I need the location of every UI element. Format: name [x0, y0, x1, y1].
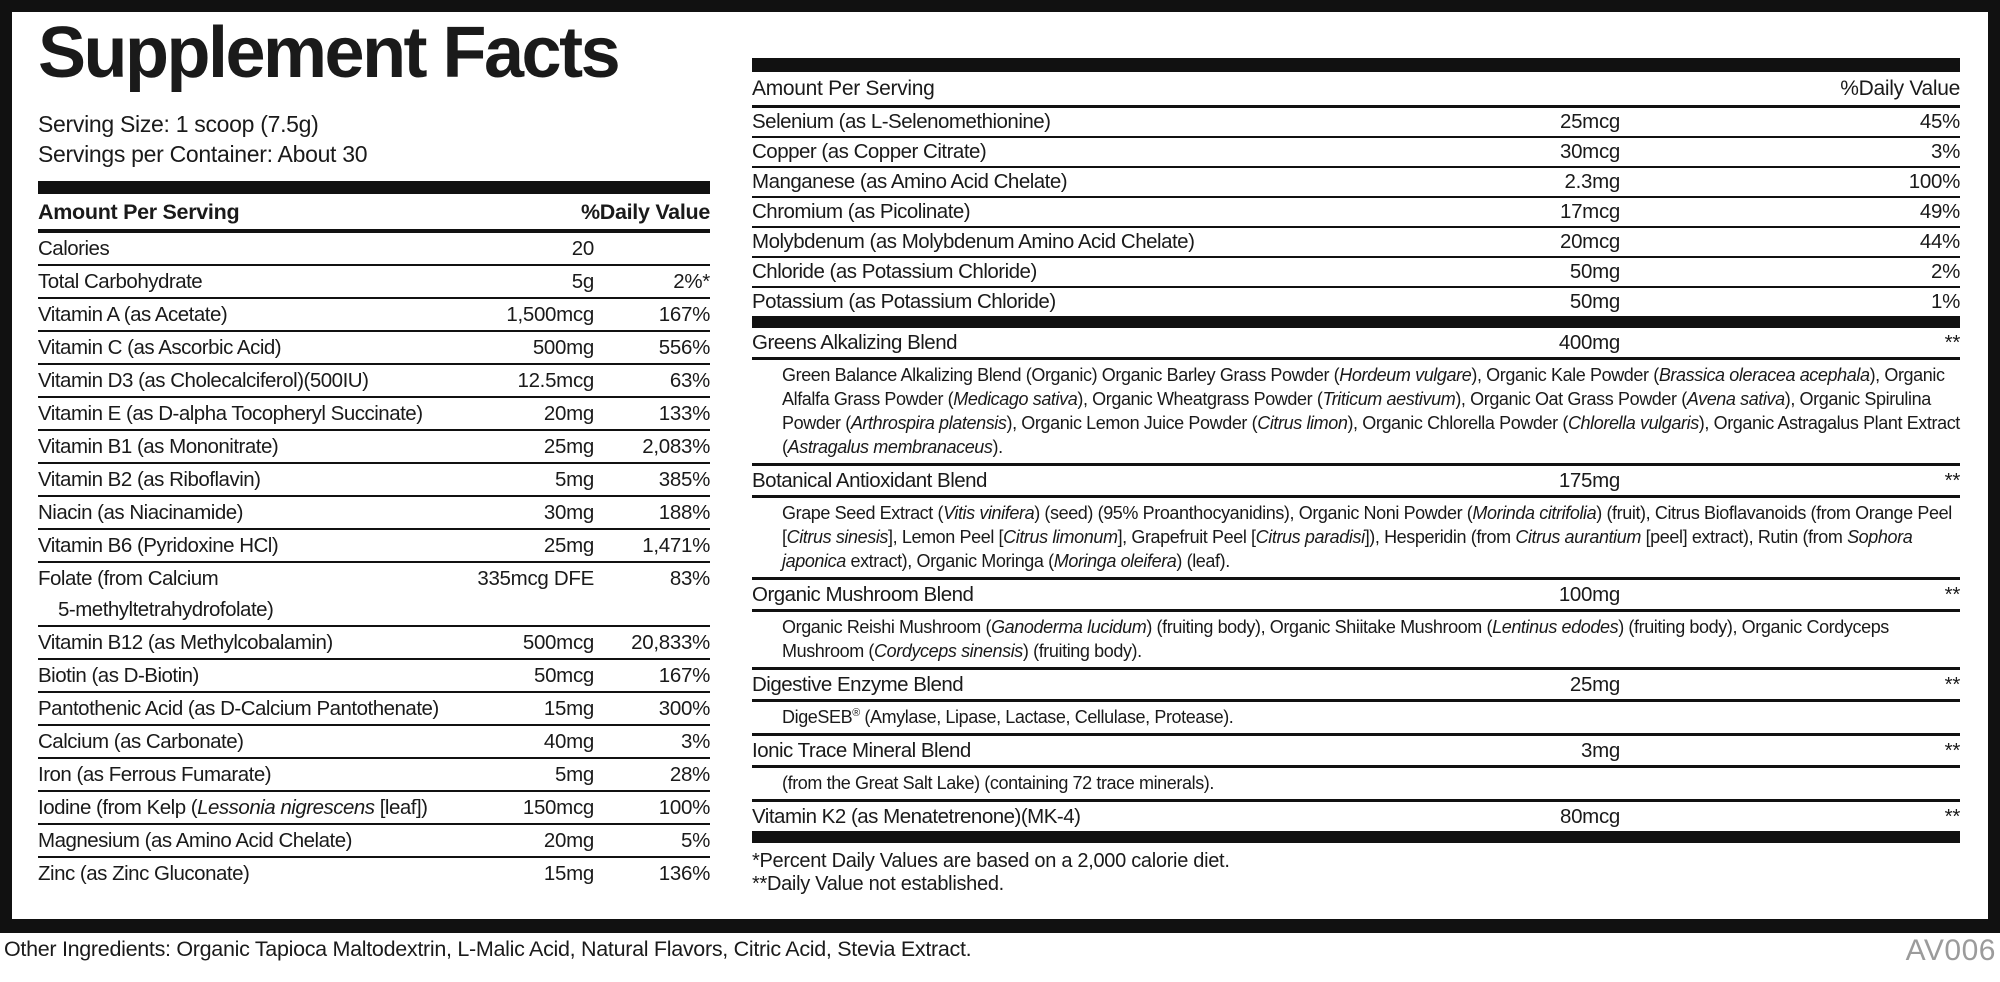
ingredient-row: [38, 759, 710, 792]
blend-amount: 100mg: [1558, 583, 1620, 606]
divider-bar-blends: [752, 316, 1960, 328]
serving-size: Serving Size: 1 scoop (7.5g): [38, 110, 319, 137]
ingredient-row: [752, 198, 1960, 228]
ingredient-name: Vitamin E (as D-alpha Tocopheryl Succinate): [38, 401, 423, 425]
ingredient-name: Vitamin D3 (as Cholecalciferol)(500IU): [38, 368, 369, 392]
ingredient-dv: 3%: [680, 729, 710, 753]
ingredient-amount: 500mg: [532, 335, 594, 359]
servings-per-container: Servings per Container: About 30: [38, 140, 368, 167]
blend-amount: 400mg: [1558, 331, 1620, 354]
panel-title: Supplement Facts: [38, 13, 619, 93]
blend-sections: [752, 328, 1960, 831]
ingredient-name: Vitamin B1 (as Mononitrate): [38, 434, 279, 458]
ingredient-name: Copper (as Copper Citrate): [752, 140, 987, 163]
blend-name: Vitamin K2 (as Menatetrenone)(MK-4): [752, 805, 1081, 828]
ingredient-name: Vitamin B2 (as Riboflavin): [38, 467, 261, 491]
ingredient-row: [38, 365, 710, 398]
ingredient-row: [38, 660, 710, 693]
blend-amount: 80mcg: [1559, 805, 1620, 828]
ingredient-name: Vitamin B6 (Pyridoxine HCl): [38, 533, 279, 557]
ingredient-amount: 150mcg: [522, 795, 594, 819]
divider-bar-footnotes: [752, 831, 1960, 843]
blend-header: [752, 736, 1960, 768]
ingredient-amount: 25mg: [543, 533, 594, 557]
blend-dv: **: [1944, 805, 1960, 828]
ingredient-amount: 25mcg: [1559, 110, 1620, 133]
ingredient-amount: 30mcg: [1559, 140, 1620, 163]
blend-amount: 175mg: [1558, 469, 1620, 492]
table-header-left: [38, 194, 710, 233]
ingredient-dv: 300%: [658, 696, 710, 720]
ingredient-row: [38, 693, 710, 726]
ingredient-row: [752, 108, 1960, 138]
ingredient-name: Vitamin B12 (as Methylcobalamin): [38, 630, 333, 654]
blend-section: [752, 670, 1960, 736]
ingredient-name: Niacin (as Niacinamide): [38, 500, 243, 524]
ingredient-amount: 335mcg DFE: [477, 566, 594, 590]
ingredient-dv: 83%: [669, 566, 710, 590]
ingredient-row: [752, 258, 1960, 288]
ingredient-row: [38, 726, 710, 759]
ingredient-name: Molybdenum (as Molybdenum Amino Acid Chelate): [752, 230, 1195, 253]
ingredient-amount: 5mg: [555, 467, 594, 491]
ingredient-amount: 2.3mg: [1564, 170, 1620, 193]
blend-name: Botanical Antioxidant Blend: [752, 469, 987, 492]
ingredient-row: [752, 138, 1960, 168]
ingredient-row: [38, 299, 710, 332]
ingredient-row: [38, 627, 710, 660]
ingredient-name: Selenium (as L-Selenomethionine): [752, 110, 1051, 133]
ingredient-name: Total Carbohydrate: [38, 269, 203, 293]
amount-per-serving-header: Amount Per Serving: [38, 199, 240, 224]
blend-description: (from the Great Salt Lake) (containing 72 trace minerals).: [752, 768, 1960, 802]
ingredient-dv: 49%: [1919, 200, 1960, 223]
ingredient-dv: 2%: [1930, 260, 1960, 283]
other-ingredients: Other Ingredients: Organic Tapioca Maltodextrin, L-Malic Acid, Natural Flavors, Citric Acid, Stevia Extract.: [4, 937, 972, 961]
blend-description: Green Balance Alkalizing Blend (Organic) Organic Barley Grass Powder (Hordeum vulgare), Organic Kale Powder (Brassica oleracea acephala), Organic Alfalfa Grass Powder (Medicago sativa), Organic Wheatgrass Powder (Triticum aestivum), Organic Oat Grass Powder (Avena sativa), Organic Spirulina Powder (Arthrospira platensis), Organic Lemon Juice Powder (Citrus limon), Organic Chlorella Powder (Chlorella vulgaris), Organic Astragalus Plant Extract (Astragalus membranaceus).: [752, 360, 1960, 466]
ingredient-amount: 25mg: [543, 434, 594, 458]
blend-header: [752, 670, 1960, 702]
ingredient-row: [38, 431, 710, 464]
ingredient-dv: 63%: [669, 368, 710, 392]
ingredient-row: [38, 530, 710, 563]
ingredient-dv: 20,833%: [631, 630, 710, 654]
ingredient-dv: 2,083%: [642, 434, 710, 458]
ingredient-name: Pantothenic Acid (as D-Calcium Pantothenate): [38, 696, 439, 720]
ingredient-amount: 20mcg: [1559, 230, 1620, 253]
ingredient-row: [38, 825, 710, 858]
ingredient-amount: 50mg: [1569, 290, 1620, 313]
blend-name: Ionic Trace Mineral Blend: [752, 739, 971, 762]
blend-name: Digestive Enzyme Blend: [752, 673, 964, 696]
ingredient-dv: 188%: [658, 500, 710, 524]
ingredient-row: [38, 266, 710, 299]
blend-dv: **: [1944, 739, 1960, 762]
divider-bar-top-right: [752, 58, 1960, 72]
ingredient-name: Calories: [38, 236, 110, 260]
ingredient-dv: 136%: [658, 861, 710, 885]
ingredient-dv: 133%: [658, 401, 710, 425]
daily-value-header: %Daily Value: [580, 199, 710, 224]
ingredient-dv: 1,471%: [642, 533, 710, 557]
footer-strip: [4, 936, 1996, 966]
amount-per-serving-header: Amount Per Serving: [752, 77, 935, 100]
ingredient-dv: 385%: [658, 467, 710, 491]
ingredient-row: [38, 464, 710, 497]
footnote-dv-not-established: **Daily Value not established.: [752, 873, 1004, 895]
ingredient-dv: [594, 233, 710, 264]
ingredient-amount: 50mcg: [533, 663, 594, 687]
blend-amount: 25mg: [1569, 673, 1620, 696]
ingredient-amount: 17mcg: [1559, 200, 1620, 223]
blend-section: [752, 736, 1960, 802]
blend-dv: **: [1944, 673, 1960, 696]
ingredient-name: Chloride (as Potassium Chloride): [752, 260, 1037, 283]
ingredient-name: Biotin (as D-Biotin): [38, 663, 199, 687]
ingredient-name: Manganese (as Amino Acid Chelate): [752, 170, 1068, 193]
blend-amount: 3mg: [1581, 739, 1620, 762]
ingredient-name: Calcium (as Carbonate): [38, 729, 244, 753]
ingredient-dv: 100%: [658, 795, 710, 819]
ingredient-amount: 40mg: [543, 729, 594, 753]
ingredient-row: [752, 228, 1960, 258]
ingredient-name: Iron (as Ferrous Fumarate): [38, 762, 272, 786]
ingredient-name: Chromium (as Picolinate): [752, 200, 971, 223]
ingredient-row: [38, 233, 710, 266]
ingredient-dv: 5%: [680, 828, 710, 852]
serving-info: [38, 109, 710, 169]
blend-header: [752, 466, 1960, 498]
ingredient-row: [38, 332, 710, 365]
daily-value-header: %Daily Value: [1840, 77, 1960, 100]
ingredient-name: Vitamin C (as Ascorbic Acid): [38, 335, 282, 359]
ingredient-amount: 20: [571, 236, 594, 260]
ingredient-dv: 45%: [1919, 110, 1960, 133]
ingredient-row: [752, 168, 1960, 198]
ingredient-row: [38, 858, 710, 889]
ingredient-name: Folate (from Calcium 5-methyltetrahydrofolate): [38, 566, 274, 621]
right-column: [752, 58, 1960, 896]
blend-description: Grape Seed Extract (Vitis vinifera) (seed) (95% Proanthocyanidins), Organic Noni Powder (Morinda citrifolia) (fruit), Citrus Bioflavanoids (from Orange Peel [Citrus sinesis], Lemon Peel [Citrus limonum], Grapefruit Peel [Citrus paradisi]), Hesperidin (from Citrus aurantium [peel] extract), Rutin (from Sophora japonica extract), Organic Moringa (Moringa oleifera) (leaf).: [752, 498, 1960, 580]
blend-section: [752, 580, 1960, 670]
blend-description: DigeSEB® (Amylase, Lipase, Lactase, Cellulase, Protease).: [752, 702, 1960, 736]
ingredient-name: Zinc (as Zinc Gluconate): [38, 861, 250, 885]
ingredient-dv: 167%: [658, 302, 710, 326]
ingredient-row: [38, 497, 710, 530]
ingredient-name: Vitamin A (as Acetate): [38, 302, 228, 326]
left-column: [38, 13, 710, 889]
ingredient-amount: 12.5mcg: [517, 368, 594, 392]
blend-header: [752, 328, 1960, 360]
blend-description: Organic Reishi Mushroom (Ganoderma lucidum) (fruiting body), Organic Shiitake Mushroom (Lentinus edodes) (fruiting body), Organic Cordyceps Mushroom (Cordyceps sinensis) (fruiting body).: [752, 612, 1960, 670]
ingredient-amount: 20mg: [543, 401, 594, 425]
ingredient-amount: 15mg: [543, 861, 594, 885]
blend-section: [752, 466, 1960, 580]
ingredient-amount: 50mg: [1569, 260, 1620, 283]
blend-header: [752, 580, 1960, 612]
ingredient-dv: 556%: [658, 335, 710, 359]
footnotes: [752, 850, 1960, 896]
blend-header: [752, 802, 1960, 831]
blend-section: [752, 328, 1960, 466]
ingredient-dv: 100%: [1908, 170, 1960, 193]
ingredient-name: Potassium (as Potassium Chloride): [752, 290, 1056, 313]
ingredient-amount: 15mg: [543, 696, 594, 720]
footnote-dv-basis: *Percent Daily Values are based on a 2,000 calorie diet.: [752, 850, 1230, 872]
product-code: AV006: [1905, 934, 1996, 967]
ingredient-dv: 28%: [669, 762, 710, 786]
blend-dv: **: [1944, 583, 1960, 606]
ingredient-dv: 3%: [1930, 140, 1960, 163]
ingredient-amount: 20mg: [543, 828, 594, 852]
blend-section: [752, 802, 1960, 831]
ingredient-dv: 167%: [658, 663, 710, 687]
ingredient-amount: 500mcg: [522, 630, 594, 654]
blend-name: Organic Mushroom Blend: [752, 583, 974, 606]
ingredient-amount: 1,500mcg: [506, 302, 594, 326]
ingredient-amount: 5mg: [555, 762, 594, 786]
ingredient-amount: 30mg: [543, 500, 594, 524]
blend-dv: **: [1944, 469, 1960, 492]
ingredient-name: Iodine (from Kelp (Lessonia nigrescens [leaf]): [38, 795, 428, 819]
ingredient-amount: 5g: [571, 269, 594, 293]
blend-dv: **: [1944, 331, 1960, 354]
ingredient-dv: 44%: [1919, 230, 1960, 253]
divider-bar-top-left: [38, 181, 710, 194]
ingredient-row: [38, 398, 710, 431]
ingredient-row: [38, 563, 710, 627]
ingredient-row: [752, 288, 1960, 316]
table-header-right: [752, 72, 1960, 108]
facts-table-right: [752, 108, 1960, 316]
blend-name: Greens Alkalizing Blend: [752, 331, 958, 354]
facts-table-left: [38, 233, 710, 889]
ingredient-dv: 1%: [1930, 290, 1960, 313]
ingredient-row: [38, 792, 710, 825]
ingredient-name: Magnesium (as Amino Acid Chelate): [38, 828, 352, 852]
ingredient-dv: 2%*: [673, 269, 710, 293]
